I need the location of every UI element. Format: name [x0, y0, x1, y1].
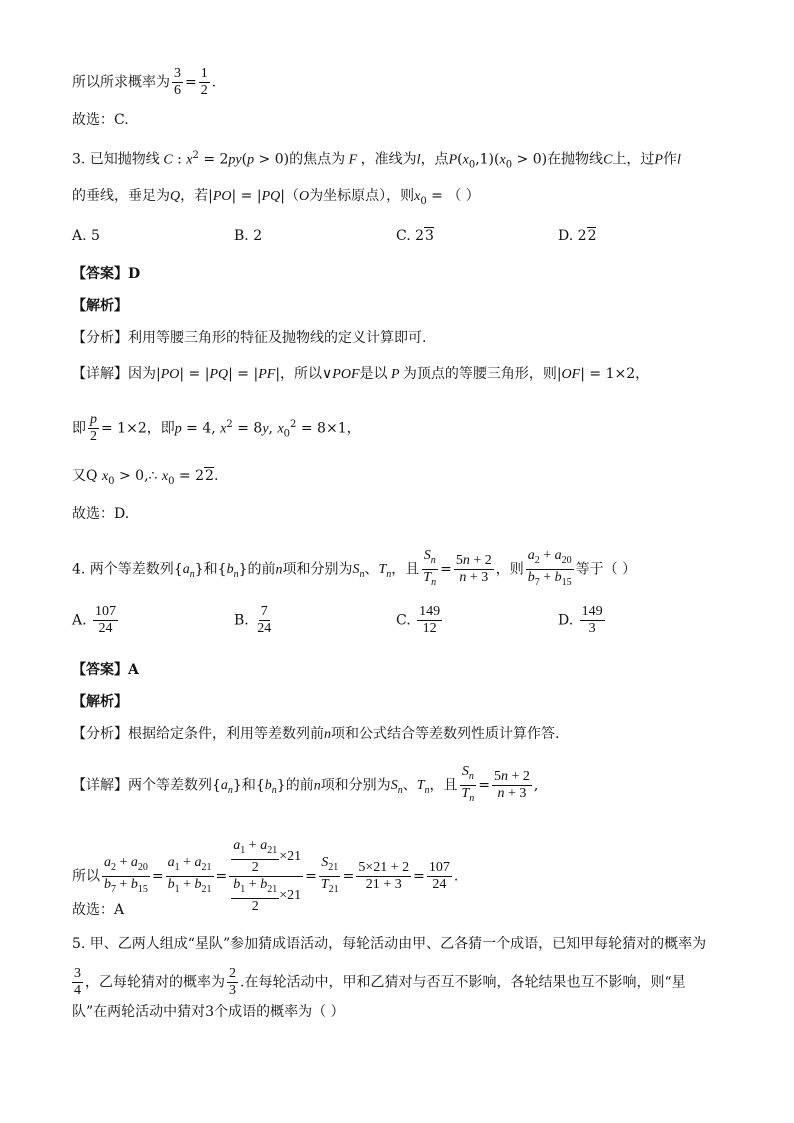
option-d: D. 22: [558, 228, 597, 244]
answer-label: 【答案】A: [72, 662, 139, 678]
detail-line3: 又Q $x_0$ > 0,∴ $x_0 = 22$.: [72, 468, 219, 487]
text-line: 故选：C.: [72, 112, 129, 128]
question-3-line1: 3. 已知抛物线 C : $x^2 = 2py(p > 0)$的焦点为 F ，准线为l，点$P(x_0,1)(x_0 > 0)$在抛物线C上，过P作l: [72, 150, 681, 171]
option-a: A. 5: [72, 228, 100, 244]
detail-line2: 即 $\frac{p}{2}$ = 1×2，即p = 4, $x^2 = 8y$, $x_0^2 = 8\times 1$，: [72, 412, 361, 444]
analysis-label: 【解析】: [72, 694, 128, 710]
option-d: D. $\frac{149}{3}$: [558, 604, 603, 636]
text: 所以所求概率为: [72, 74, 170, 91]
option-b: B. 2: [234, 228, 263, 244]
text-line: 所以所求概率为 $\frac{3}{6}$ = $\frac{1}{2}$ .: [72, 66, 217, 98]
option-b: B. $\frac{7}{24}$: [234, 604, 272, 636]
question-3-line2: 的垂线，垂足为Q，若|PO| = |PQ|（O为坐标原点），则$x_0$ = （ ）: [72, 188, 480, 207]
text-line: 故选：D.: [72, 506, 130, 522]
question-4-line: 4. 两个等差数列$\{a_n\}$和$\{b_n\}$的前n项和分别为$S_n$、$T_n$，且 $\frac{S_n}{T_n}$ = $\frac{5n + 2}{n + 3}$ ，则 $\frac{a_2 + a_{20}}{b_7 + b_{15}}$ 等于（ ）: [72, 548, 637, 588]
question-5-line3: 队”在两轮活动中猜对3个成语的概率为（ ）: [72, 1004, 345, 1020]
analysis-text: 【分析】利用等腰三角形的特征及抛物线的定义计算即可.: [72, 330, 427, 346]
fraction: $\frac{1}{2}$: [200, 66, 208, 98]
analysis-text: 【分析】根据给定条件，利用等差数列前n项和公式结合等差数列性质计算作答.: [72, 726, 560, 742]
question-5-line2: $\frac{3}{4}$ ，乙每轮猜对的概率为 $\frac{2}{3}$ .在每轮活动中，甲和乙猜对与否互不影响，各轮结果也互不影响，则“星: [74, 966, 686, 998]
question-5-line1: 5. 甲、乙两人组成“星队”参加猜成语活动，每轮活动由甲、乙各猜一个成语，已知甲每轮猜对的概率为: [72, 936, 707, 952]
option-c: C. $\frac{149}{12}$: [396, 604, 441, 636]
option-a: A. $\frac{107}{24}$: [72, 604, 117, 636]
text-line: 故选：A: [72, 902, 125, 918]
detail-line1: 【详解】两个等差数列$\{a_n\}$和$\{b_n\}$的前n项和分别为$S_n$、$T_n$，且 $\frac{S_n}{T_n}$ = $\frac{5n + 2}{n + 3}$ ,: [72, 764, 539, 804]
detail-line1: 【详解】因为|PO| = |PQ| = |PF|，所以∨POF是以 P 为顶点的等腰三角形，则|OF| = 1×2，: [72, 366, 650, 382]
fraction: $\frac{3}{6}$: [174, 66, 181, 98]
analysis-label: 【解析】: [72, 298, 128, 314]
answer-label: 【答案】D: [72, 266, 141, 282]
detail-line2: 所以 $\frac{a_2 + a_{20}}{b_7 + b_{15}}$ = $\frac{a_1 + a_{21}}{b_1 + b_{21}}$ = $\frac{a_1 + a_{21}}{2}$ ×21 $\frac{b_1 + b_{21}}{2}$ ×21 = $\frac{S_{21}}{T_{21}}$ = $\frac{5\times 21 + 2}{21 + 3}$ = $\frac{107}{24}$ .: [72, 838, 459, 914]
option-c: C. 23: [396, 228, 434, 244]
